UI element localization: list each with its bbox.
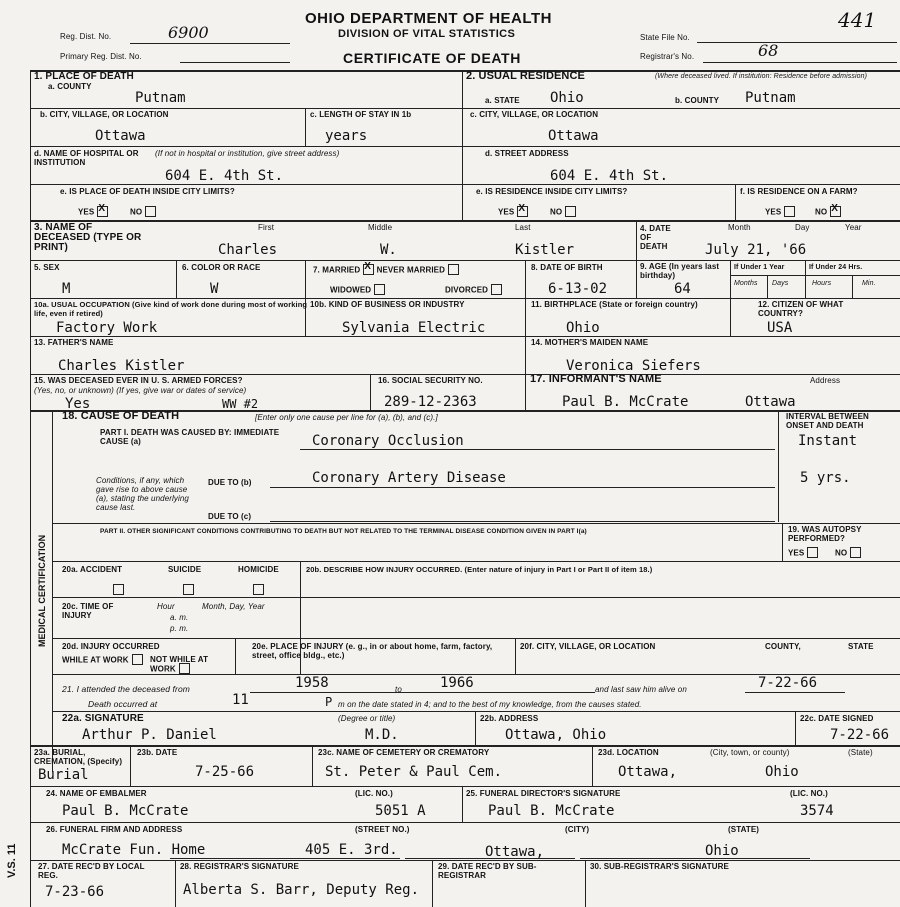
farm-yes[interactable]: YES xyxy=(765,207,795,218)
cause-a: Coronary Occlusion xyxy=(312,433,464,449)
res-street: 604 E. 4th St. xyxy=(550,168,669,184)
embalmer-lic-label: (LIC. NO.) xyxy=(355,789,393,798)
death-city: Ottawa xyxy=(95,128,146,144)
interval-a: Instant xyxy=(798,433,858,449)
registrar-sig: Alberta S. Barr, Deputy Reg. xyxy=(183,882,420,898)
location-city: Ottawa, xyxy=(618,764,678,780)
firm-street: 405 E. 3rd. xyxy=(305,842,398,858)
director-lic: 3574 xyxy=(800,803,834,819)
cause-label: 18. CAUSE OF DEATH xyxy=(62,410,180,422)
location-note: (City, town, or county) xyxy=(710,748,790,757)
state-file-label: State File No. xyxy=(640,33,690,42)
not-while-label: NOT WHILE AT WORK xyxy=(150,655,209,674)
to-label: to xyxy=(395,685,402,694)
mdy-label: Month, Day, Year xyxy=(202,602,265,611)
due-b-label: DUE TO (b) xyxy=(208,478,252,487)
location-state-label: (State) xyxy=(848,748,873,757)
pm-mark: P xyxy=(325,695,333,709)
cemetery-label: 23c. NAME OF CEMETERY OR CREMATORY xyxy=(318,748,490,757)
inside-city-label: e. IS PLACE OF DEATH INSIDE CITY LIMITS? xyxy=(60,187,235,196)
sex-label: 5. SEX xyxy=(34,263,60,272)
signature-label: 22a. SIGNATURE xyxy=(62,713,144,724)
signature-value: Arthur P. Daniel xyxy=(82,727,217,743)
informant-label: 17. INFORMANT'S NAME xyxy=(530,373,662,385)
burial-date-label: 23b. DATE xyxy=(137,748,178,757)
death-occurred-text: m on the date stated in 4; and to the best of my knowledge, from the causes stated. xyxy=(338,700,642,709)
name-label: 3. NAME OF DECEASED (TYPE OR PRINT) xyxy=(34,222,142,253)
res-city-label: c. CITY, VILLAGE, OR LOCATION xyxy=(470,110,599,119)
burial-value: Burial xyxy=(38,767,89,783)
place-death-label: 1. PLACE OF DEATH xyxy=(34,71,134,82)
stay-value: years xyxy=(325,128,368,144)
sub-sig-label: 30. SUB-REGISTRAR'S SIGNATURE xyxy=(590,862,729,871)
address-value: Ottawa, Ohio xyxy=(505,727,607,743)
degree-value: M.D. xyxy=(365,727,399,743)
death-occurred-label: Death occurred at xyxy=(88,699,158,709)
time-injury-label: 20c. TIME OF INJURY xyxy=(62,602,114,620)
title-division: DIVISION OF VITAL STATISTICS xyxy=(338,28,516,40)
accident-label: 20a. ACCIDENT xyxy=(62,565,123,574)
date-of-death: July 21, '66 xyxy=(705,242,807,258)
embalmer-lic: 5051 A xyxy=(375,803,426,819)
informant-address: Ottawa xyxy=(745,394,796,410)
stay-label: c. LENGTH OF STAY IN 1b xyxy=(310,110,412,119)
informant-address-label: Address xyxy=(810,376,841,385)
death-county: Putnam xyxy=(135,90,186,106)
cause-b: Coronary Artery Disease xyxy=(312,470,506,486)
corner-number: 441 xyxy=(838,8,877,32)
armed-label: 15. WAS DECEASED EVER IN U. S. ARMED FORCES? xyxy=(34,376,243,385)
days-label: Days xyxy=(772,280,789,287)
race-label: 6. COLOR OR RACE xyxy=(182,263,261,272)
burial-date: 7-25-66 xyxy=(195,764,255,780)
res-city: Ottawa xyxy=(548,128,599,144)
part2-label: PART II. OTHER SIGNIFICANT CONDITIONS CONTRIBUTING TO DEATH BUT NOT RELATED TO THE TERMINAL DISEASE CONDITION GIVEN IN PART I(a) xyxy=(100,528,587,535)
attended-label: 21. I attended the deceased from xyxy=(62,684,190,694)
due-c-label: DUE TO (c) xyxy=(208,512,252,521)
married-label: 7. MARRIEDX NEVER MARRIED xyxy=(313,265,459,276)
armed-note: (Yes, no, or unknown) (If yes, give war or dates of service) xyxy=(34,386,247,395)
father-label: 13. FATHER'S NAME xyxy=(34,338,114,347)
race-value: W xyxy=(210,281,219,297)
injury-occurred-label: 20d. INJURY OCCURRED xyxy=(62,642,160,651)
registrar-sig-label: 28. REGISTRAR'S SIGNATURE xyxy=(180,862,299,871)
attended-to: 1966 xyxy=(440,675,474,691)
res-inside-yes[interactable]: YESX xyxy=(498,207,528,218)
middle-label: Middle xyxy=(368,223,393,232)
attended-from: 1958 xyxy=(295,675,329,691)
business-label: 10b. KIND OF BUSINESS OR INDUSTRY xyxy=(310,300,465,309)
primary-reg-label: Primary Reg. Dist. No. xyxy=(60,52,142,61)
mother-value: Veronica Siefers xyxy=(566,358,701,374)
citizen-label: 12. CITIZEN OF WHAT COUNTRY? xyxy=(758,300,844,318)
reg-dist-value: 6900 xyxy=(168,23,209,42)
last-saw-value: 7-22-66 xyxy=(758,675,818,691)
injury-state-label: STATE xyxy=(848,642,874,651)
months-label: Months xyxy=(734,280,758,287)
ssn-value: 289-12-2363 xyxy=(384,394,477,410)
sub-recd-label: 29. DATE REC'D BY SUB-REGISTRAR xyxy=(438,862,537,880)
res-state: Ohio xyxy=(550,90,584,106)
residence-label: 2. USUAL RESIDENCE xyxy=(466,70,585,82)
firm-state: Ohio xyxy=(705,843,739,859)
director-value: Paul B. McCrate xyxy=(488,803,615,819)
res-inside-no[interactable]: NO xyxy=(550,207,576,218)
month-label: Month xyxy=(728,223,751,232)
autopsy-no[interactable]: NO xyxy=(835,548,861,559)
interval-label: INTERVAL BETWEEN ONSET AND DEATH xyxy=(786,412,869,430)
registrar-value: 68 xyxy=(758,41,779,60)
father-value: Charles Kistler xyxy=(58,358,185,374)
occupation-label: 10a. USUAL OCCUPATION (Give kind of work done during most of working life, even if retired) xyxy=(34,300,308,318)
war-value: WW #2 xyxy=(222,397,259,411)
medical-sidebar: MEDICAL CERTIFICATION xyxy=(37,534,47,647)
city-label: b. CITY, VILLAGE, OR LOCATION xyxy=(40,110,169,119)
birthplace-value: Ohio xyxy=(566,320,600,336)
armed-value: Yes xyxy=(65,396,91,412)
am-label: a. m. xyxy=(170,613,189,622)
address-label: 22b. ADDRESS xyxy=(480,714,539,723)
res-county: Putnam xyxy=(745,90,796,106)
street-label: d. STREET ADDRESS xyxy=(485,149,569,158)
death-inside-no[interactable]: NO xyxy=(130,207,156,218)
suicide-label: SUICIDE xyxy=(168,565,202,574)
first-name: Charles xyxy=(218,242,278,258)
farm-no[interactable]: NOX xyxy=(815,207,841,218)
occupation-value: Factory Work xyxy=(56,320,158,336)
injury-county-label: COUNTY, xyxy=(765,642,801,651)
death-hour: 11 xyxy=(232,692,249,708)
citizen-value: USA xyxy=(767,320,793,336)
director-label: 25. FUNERAL DIRECTOR'S SIGNATURE xyxy=(466,789,621,798)
farm-label: f. IS RESIDENCE ON A FARM? xyxy=(740,187,858,196)
res-inside-label: e. IS RESIDENCE INSIDE CITY LIMITS? xyxy=(476,187,628,196)
title-dept: OHIO DEPARTMENT OF HEALTH xyxy=(305,10,552,27)
first-label: First xyxy=(258,223,275,232)
year-label: Year xyxy=(845,223,862,232)
age-value: 64 xyxy=(674,281,691,297)
autopsy-label: 19. WAS AUTOPSY PERFORMED? xyxy=(788,525,862,543)
place-injury-label: 20e. PLACE OF INJURY (e. g., in or about home, farm, factory, street, office bldg., etc.) xyxy=(252,642,493,660)
homicide-label: HOMICIDE xyxy=(238,565,279,574)
birthplace-label: 11. BIRTHPLACE (State or foreign country) xyxy=(531,300,698,309)
date-death-label: 4. DATE OF DEATH xyxy=(640,224,671,251)
burial-label: 23a. BURIAL, CREMATION, (Specify) xyxy=(34,748,123,766)
firm-value: McCrate Fun. Home xyxy=(62,842,206,858)
degree-label: (Degree or title) xyxy=(338,714,396,723)
registrar-label: Registrar's No. xyxy=(640,52,695,61)
hours-label: Hours xyxy=(812,280,832,287)
vs-label: V.S. 11 xyxy=(6,843,18,878)
title-certificate: CERTIFICATE OF DEATH xyxy=(343,50,521,66)
death-inside-yes[interactable]: YESX xyxy=(78,207,108,218)
embalmer-value: Paul B. McCrate xyxy=(62,803,189,819)
injury-city-label: 20f. CITY, VILLAGE, OR LOCATION xyxy=(520,642,656,651)
interval-b: 5 yrs. xyxy=(800,470,851,486)
sex-value: M xyxy=(62,281,71,297)
residence-note: (Where deceased lived. If institution: Residence before admission) xyxy=(655,73,868,80)
last-name: Kistler xyxy=(515,242,575,258)
informant-value: Paul B. McCrate xyxy=(562,394,689,410)
recd-label: 27. DATE REC'D BY LOCAL REG. xyxy=(38,862,145,880)
mother-label: 14. MOTHER'S MAIDEN NAME xyxy=(531,338,649,347)
cemetery-value: St. Peter & Paul Cem. xyxy=(325,764,503,780)
cause-note: [Enter only one cause per line for (a), (b), and (c).] xyxy=(255,413,438,422)
ssn-label: 16. SOCIAL SECURITY NO. xyxy=(378,376,483,385)
widowed-label: WIDOWED xyxy=(330,285,385,296)
firm-state-label: (STATE) xyxy=(728,825,760,834)
county-label: a. COUNTY xyxy=(48,82,92,91)
last-saw-label: and last saw him alive on xyxy=(595,685,687,694)
birth-value: 6-13-02 xyxy=(548,281,608,297)
under24-label: If Under 24 Hrs. xyxy=(809,264,863,271)
res-county-label: b. COUNTY xyxy=(675,96,720,105)
pm-label: p. m. xyxy=(170,624,189,633)
age-label: 9. AGE (In years last birthday) xyxy=(640,262,720,280)
firm-label: 26. FUNERAL FIRM AND ADDRESS xyxy=(46,825,183,834)
date-signed-label: 22c. DATE SIGNED xyxy=(800,714,874,723)
divorced-label: DIVORCED xyxy=(445,285,502,296)
firm-city: Ottawa, xyxy=(485,844,545,860)
birth-label: 8. DATE OF BIRTH xyxy=(531,263,603,272)
under1-label: If Under 1 Year xyxy=(734,264,785,271)
director-lic-label: (LIC. NO.) xyxy=(790,789,828,798)
location-label: 23d. LOCATION xyxy=(598,748,659,757)
hour-label: Hour xyxy=(157,602,175,611)
day-label: Day xyxy=(795,223,810,232)
reg-dist-label: Reg. Dist. No. xyxy=(60,32,112,41)
location-state: Ohio xyxy=(765,764,799,780)
while-work-label: WHILE AT WORK xyxy=(62,655,147,666)
firm-city-label: (CITY) xyxy=(565,825,590,834)
business-value: Sylvania Electric xyxy=(342,320,486,336)
hospital-label: d. NAME OF HOSPITAL OR INSTITUTION xyxy=(34,149,139,167)
injury-desc-label: 20b. DESCRIBE HOW INJURY OCCURRED. (Enter nature of injury in Part I or Part II of item 18.) xyxy=(306,565,653,574)
recd-value: 7-23-66 xyxy=(45,884,105,900)
hospital-value: 604 E. 4th St. xyxy=(165,168,284,184)
street-no-label: (STREET NO.) xyxy=(355,825,410,834)
autopsy-yes[interactable]: YES xyxy=(788,548,818,559)
res-state-label: a. STATE xyxy=(485,96,520,105)
embalmer-label: 24. NAME OF EMBALMER xyxy=(46,789,147,798)
part1-label: PART I. DEATH WAS CAUSED BY: IMMEDIATE CAUSE (a) xyxy=(100,428,280,446)
hospital-note: (If not in hospital or institution, give street address) xyxy=(155,149,340,158)
date-signed-value: 7-22-66 xyxy=(830,727,890,743)
last-label: Last xyxy=(515,223,531,232)
min-label: Min. xyxy=(862,280,876,287)
middle-name: W. xyxy=(380,242,397,258)
conditions-label: Conditions, if any, which gave rise to above cause (a), stating the underlying cause last. xyxy=(96,476,189,512)
